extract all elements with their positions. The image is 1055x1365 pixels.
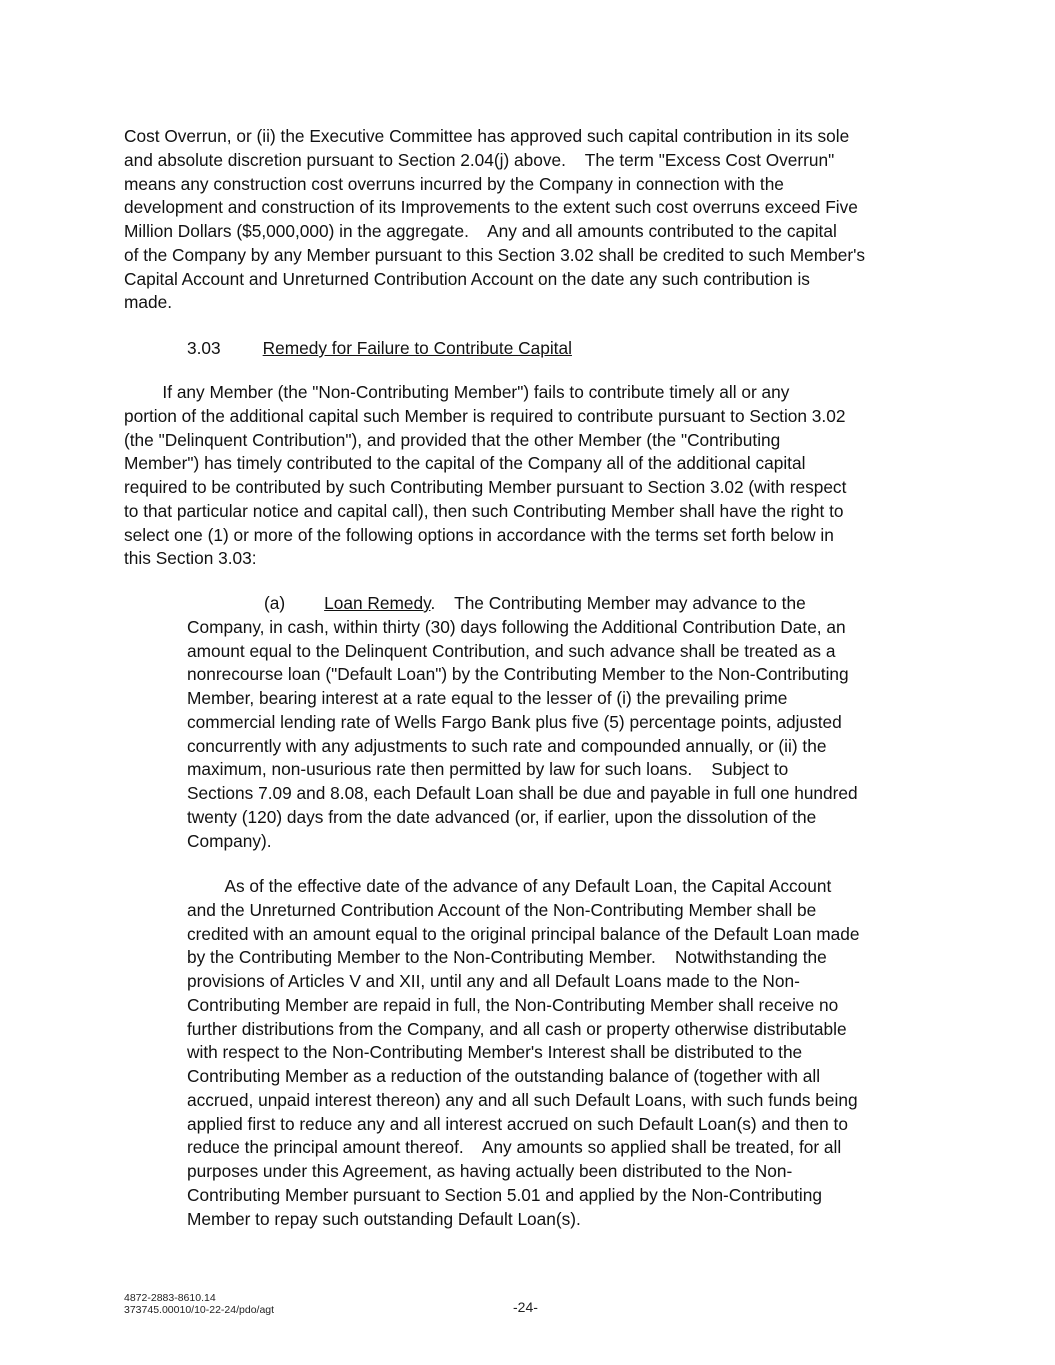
- text-line: made.: [124, 292, 173, 313]
- section-title: Remedy for Failure to Contribute Capital: [262, 338, 572, 358]
- page-number: -24-: [513, 1299, 538, 1315]
- text-line: amount equal to the Delinquent Contribution, and such advance shall be treated as a: [187, 640, 836, 661]
- text-line: As of the effective date of the advance of any Default Loan, the Capital Account: [187, 876, 832, 896]
- subsection-a-first-line: [187, 592, 858, 616]
- text-line: to that particular notice and capital call), then such Contributing Member shall have the right to: [124, 500, 844, 521]
- subsection-title: Loan Remedy: [324, 593, 431, 613]
- text-line: and the Unreturned Contribution Account of the Non-Contributing Member shall be: [187, 899, 817, 920]
- text-line: portion of the additional capital such Member is required to contribute pursuant to Section 3.02: [124, 405, 846, 426]
- text-line: Company, in cash, within thirty (30) days following the Additional Contribution Date, an: [187, 616, 846, 637]
- text-line: Contributing Member as a reduction of the outstanding balance of (together with all: [187, 1066, 821, 1086]
- text-line: Contributing Member pursuant to Section 5.01 and applied by the Non-Contributing: [187, 1184, 822, 1205]
- text-line: twenty (120) days from the date advanced (or, if earlier, upon the dissolution of the: [187, 806, 817, 827]
- text-line: Capital Account and Unreturned Contribution Account on the date any such contribution is: [124, 268, 810, 289]
- paragraph-non-contributing-member: [124, 381, 846, 571]
- text-line: purposes under this Agreement, as having actually been distributed to the Non-: [187, 1161, 793, 1181]
- footer-doc-id: 4872-2883-8610.14: [124, 1292, 216, 1304]
- text-line: Cost Overrun, or (ii) the Executive Committee has approved such capital contribution in its sole: [124, 126, 850, 146]
- text-line: accrued, unpaid interest thereon) any and all such Default Loans, with such funds being: [187, 1089, 858, 1110]
- text-line: Member") has timely contributed to the capital of the Company all of the additional capital: [124, 453, 806, 474]
- text-line: concurrently with any adjustments to such rate and compounded annually, or (ii) the: [187, 735, 827, 756]
- text-line: Member, bearing interest at a rate equal to the lesser of (i) the prevailing prime: [187, 688, 788, 708]
- text-line: Contributing Member are repaid in full, the Non-Contributing Member shall receive no: [187, 994, 839, 1015]
- text-line: Million Dollars ($5,000,000) in the aggregate. Any and all amounts contributed to the capital: [124, 221, 837, 241]
- text-line: If any Member (the "Non-Contributing Member") fails to contribute timely all or any: [124, 382, 790, 402]
- text-line: (the "Delinquent Contribution"), and provided that the other Member (the "Contributing: [124, 429, 781, 450]
- footer-doc-ids: [124, 1292, 274, 1316]
- paragraph-cost-overrun: [124, 125, 865, 315]
- paragraph-default-loan-effect: [187, 875, 859, 1231]
- section-heading-3-03: [187, 337, 572, 361]
- text-line: applied first to reduce any and all interest accrued on such Default Loan(s) and then to: [187, 1113, 848, 1134]
- text-line: means any construction cost overruns incurred by the Company in connection with the: [124, 173, 784, 194]
- text-line: and absolute discretion pursuant to Section 2.04(j) above. The term "Excess Cost Overrun": [124, 149, 835, 170]
- text-line: provisions of Articles V and XII, until any and all Default Loans made to the Non-: [187, 971, 800, 991]
- text-line: credited with an amount equal to the original principal balance of the Default Loan made: [187, 923, 860, 944]
- text-line: reduce the principal amount thereof. Any amounts so applied shall be treated, for all: [187, 1137, 842, 1158]
- subsection-first-line-text: . The Contributing Member may advance to the: [430, 593, 806, 613]
- text-line: development and construction of its Improvements to the extent such cost overruns exceed Five: [124, 197, 858, 218]
- footer-matter-id: 373745.00010/10-22-24/pdo/agt: [124, 1304, 275, 1316]
- text-line: this Section 3.03:: [124, 548, 257, 569]
- text-line: maximum, non-usurious rate then permitted by law for such loans. Subject to: [187, 759, 789, 780]
- text-line: by the Contributing Member to the Non-Contributing Member. Notwithstanding the: [187, 947, 827, 968]
- text-line: nonrecourse loan ("Default Loan") by the Contributing Member to the Non-Contributing: [187, 664, 849, 685]
- section-number: 3.03: [187, 338, 221, 358]
- text-line: commercial lending rate of Wells Fargo Bank plus five (5) percentage points, adjusted: [187, 711, 842, 732]
- text-line: select one (1) or more of the following options in accordance with the terms set forth below in: [124, 524, 834, 545]
- text-line: further distributions from the Company, and all cash or property otherwise distributable: [187, 1018, 847, 1039]
- text-line: required to be contributed by such Contributing Member pursuant to Section 3.02 (with respect: [124, 477, 847, 497]
- text-line: Member to repay such outstanding Default Loan(s).: [187, 1208, 581, 1229]
- subsection-a-body: [187, 616, 858, 854]
- text-line: with respect to the Non-Contributing Member's Interest shall be distributed to the: [187, 1042, 803, 1063]
- text-line: of the Company by any Member pursuant to this Section 3.02 shall be credited to such Member's: [124, 244, 866, 265]
- text-line: Sections 7.09 and 8.08, each Default Loan shall be due and payable in full one hundred: [187, 783, 858, 803]
- text-line: Company).: [187, 830, 272, 851]
- subsection-label: (a): [264, 593, 286, 613]
- subsection-a-loan-remedy: [187, 592, 858, 853]
